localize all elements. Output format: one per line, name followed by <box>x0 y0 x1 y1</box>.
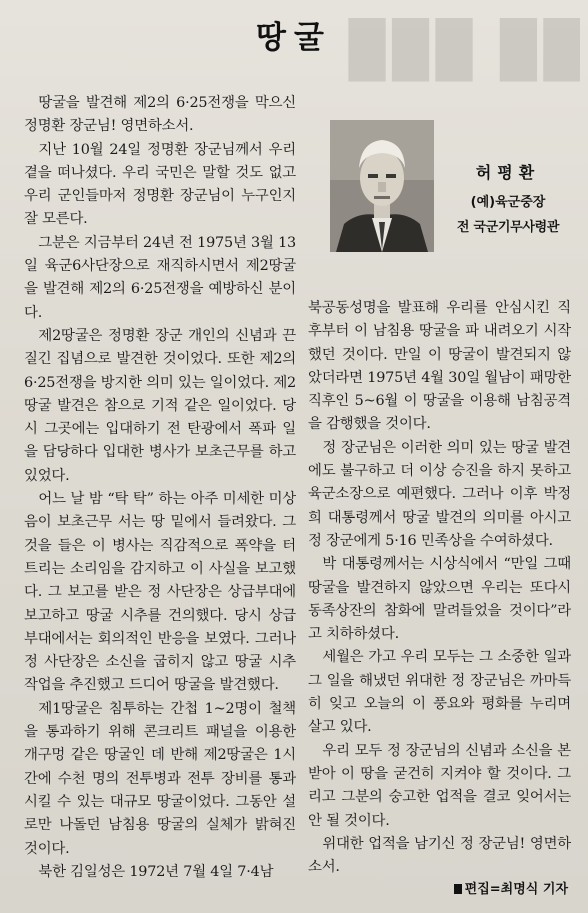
paragraph: 제1땅굴은 침투하는 간첩 1~2명이 철책을 통과하기 위해 콘크리트 패널을 이용한 개구멍 같은 땅굴인 데 반해 제2땅굴은 1시간에 수천 명의 전투병과 전투 장비를 통과시킬 수 있는 대규모 땅굴이었다. 그동안 설로만 나돌던 남침용 땅굴의 실체가 밝혀진 것이다. <box>24 700 296 857</box>
paragraph: 우리 모두 정 장군님의 신념과 소신을 본받아 이 땅을 굳건히 지켜야 할 것이다. 그리고 그분의 숭고한 업적을 결코 잊어서는 안 될 것이다. <box>308 742 571 829</box>
paragraph: 북공동성명을 발표해 우리를 안심시킨 직후부터 이 남침용 땅굴을 파 내려오기 시작했던 것이다. 만일 이 땅굴이 발견되지 않았더라면 1975년 4월 30일 월남이 패망한 직후인 5~6월 이 땅굴을 이용해 남침공격을 감행했을 것이다. <box>308 300 571 433</box>
paragraph: 세월은 가고 우리 모두는 그 소중한 일과 그 일을 해냈던 위대한 정 장군님은 까마득히 잊고 오늘의 이 풍요와 평화를 누리며 살고 있다. <box>308 649 571 736</box>
paragraph: 그분은 지금부터 24년 전 1975년 3월 13일 육군6사단장으로 재직하시면서 제2땅굴을 발견해 제2의 6·25전쟁을 예방하신 분이다. <box>24 234 296 321</box>
paragraph: 제2땅굴은 정명환 장군 개인의 신념과 끈질긴 집념으로 발견한 것이었다. 또한 제2의 6·25전쟁을 방지한 의미 있는 일이었다. 제2땅굴 발견은 참으로 기적 같은 일이었다. 당시 그곳에는 입대하기 전 탄광에서 폭파 일을 담당하다 입대한 병사가 보초근무를 하고 있었다. <box>24 327 296 484</box>
paragraph: 위대한 업적을 남기신 정 장군님! 영면하소서. <box>308 835 571 876</box>
paragraph: 지난 10월 24일 정명환 장군님께서 우리 곁을 떠나셨다. 우리 국민은 말할 것도 없고 우리 군인들마저 정명환 장군님이 누구인지 잘 모른다. <box>24 141 296 228</box>
paragraph: 북한 김일성은 1972년 7월 4일 7·4남 <box>38 863 274 880</box>
square-bullet-icon <box>454 884 462 894</box>
portrait-image <box>330 120 434 252</box>
paragraph: 어느 날 밤 “탁 탁” 하는 아주 미세한 미상음이 보초근무 서는 땅 밑에서 들려왔다. 그것을 들은 이 병사는 직감적으로 폭약을 터트리는 소리임을 감지하고 이 사실을 보고했다. 그 보고를 받은 정 사단장은 상급부대에 보고하고 땅굴 시추를 건의했다. 당시 상급부대에서는 회의적인 반응을 보였다. 그러나 정 사단장은 소신을 굽히지 않고 땅굴 시추 작업을 추진했고 드디어 땅굴을 발견했다. <box>24 491 296 694</box>
headline: 땅굴 <box>256 20 332 56</box>
author-position: 전 국군기무사령관 <box>456 220 560 235</box>
paragraph: 땅굴을 발견해 제2의 6·25전쟁을 막으신 정명환 장군님! 영면하소서. <box>24 95 296 135</box>
show-through-print: ▉▉ ▉▉▉ <box>341 18 580 81</box>
left-column <box>24 92 296 884</box>
paragraph: 박 대통령께서는 시상식에서 “만일 그때 땅굴을 발견하지 않았으면 우리는 또다시 동족상잔의 참화에 말려들었을 것이다”라고 치하하셨다. <box>308 556 571 643</box>
editor-credit <box>454 878 568 897</box>
editor-credit-text: 편집=최명식 기자 <box>464 882 568 897</box>
paragraph: 정 장군님은 이러한 의미 있는 땅굴 발견에도 불구하고 더 이상 승진을 하지 못하고 육군소장으로 예편했다. 그러나 이후 박정희 대통령께서 땅굴 발견의 의미를 아시고 정 장군에게 5·16 민족상을 수여하셨다. <box>308 439 571 549</box>
author-info <box>438 160 578 235</box>
author-name: 허평환 <box>475 163 541 182</box>
right-column <box>308 297 571 879</box>
author-photo <box>330 120 434 252</box>
author-rank: (예)육군중장 <box>470 195 546 210</box>
author-box <box>330 120 578 260</box>
